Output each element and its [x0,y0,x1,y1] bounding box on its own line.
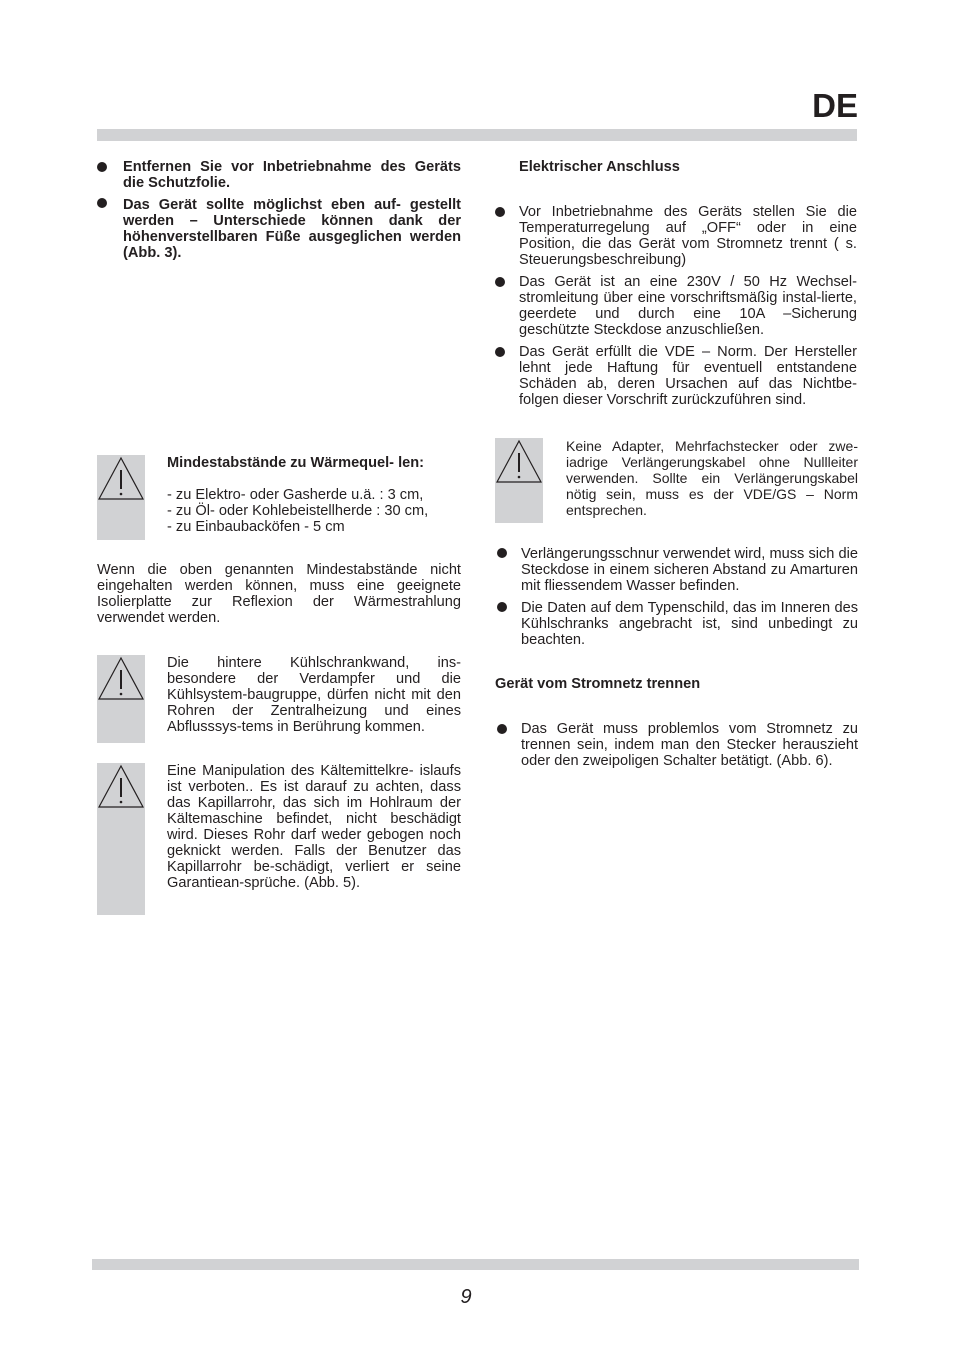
right-bullet-3: Das Gerät erfüllt die VDE – Norm. Der Hersteller lehnt jede Haftung für eventuell entstandene Schäden ab, deren Ursachen auf das Nichtbe-folgen dieser Vorschrift zurückzuführen sind. [519,344,857,408]
bullet-icon [497,548,507,558]
warning-marker [97,655,145,743]
language-code: DE [812,87,858,124]
header-divider [97,129,857,141]
footer-divider [92,1259,859,1270]
right-warning-text: Keine Adapter, Mehrfachstecker oder zwe-iadrige Verlängerungskabel ohne Nullleiter verwenden. Sollte ein Verlängerungskabel nötig sein, muss es der VDE/GS – Norm entsprechen. [566,438,858,518]
bullet-icon [495,277,505,287]
bullet-icon [495,207,505,217]
bullet-icon [497,724,507,734]
warning-triangle-icon [97,455,145,503]
left-bullet-2: Das Gerät sollte möglichst eben auf- gestellt werden – Unterschiede können dank der höhenverstellbaren Füße ausgeglichen werden (Abb. 3). [123,197,461,261]
bullet-icon [497,602,507,612]
right-bullet-2: Das Gerät ist an eine 230V / 50 Hz Wechsel-stromleitung über eine vorschriftsmäßig instal-lierte, geerdete und durch eine 10A –Sicherung geschützte Steckdose anzuschließen. [519,274,857,338]
right-bullet-1: Vor Inbetriebnahme des Geräts stellen Sie die Temperaturregelung auf „OFF“ oder in eine Position, die das Gerät vom Stromnetz trennt ( s. Steuerungsbeschreibung) [519,204,857,268]
warning-marker [97,455,145,540]
warning1-title: Mindestabstände zu Wärmequel- len: [167,455,425,471]
left-bullet-1: Entfernen Sie vor Inbetriebnahme des Geräts die Schutzfolie. [123,159,461,191]
right-bullet-4: Verlängerungsschnur verwendet wird, muss sich die Steckdose in einem sicheren Abstand zu Amarturen mit fliessendem Wasser befinden. [521,546,858,594]
warning1-line: - zu Elektro- oder Gasherde u.ä. : 3 cm, [167,487,424,503]
warning2-text: Die hintere Kühlschrankwand, ins- besondere der Verdampfer und die Kühlsystem-baugruppe, dürfen nicht mit den Rohren der Zentralheizung und eines Abflusssys-tems in Berührung kommen. [167,655,461,735]
warning1-line: - zu Öl- oder Kohlebeistellherde : 30 cm, [167,503,429,519]
bullet-icon [97,198,107,208]
bullet-icon [495,347,505,357]
warning-triangle-icon [97,655,145,703]
warning1-line: - zu Einbaubacköfen - 5 cm [167,519,345,535]
warning-triangle-icon [495,438,543,486]
warning-triangle-icon [97,763,145,811]
warning-marker [97,763,145,915]
page-number: 9 [460,1286,472,1308]
isolation-paragraph: Wenn die oben genannten Mindestabstände nicht eingehalten werden können, muss eine geeignete Isolierplatte zur Reflexion der Wärmestrahlung verwendet werden. [97,562,461,626]
right-bullet-5: Die Daten auf dem Typenschild, das im Inneren des Kühlschranks angebracht ist, sind unbedingt zu beachten. [521,600,858,648]
warning-marker [495,438,543,523]
section-title-elektrischer-anschluss: Elektrischer Anschluss [519,159,680,175]
section-title-stromnetz-trennen: Gerät vom Stromnetz trennen [495,676,701,692]
right-bullet-6: Das Gerät muss problemlos vom Stromnetz zu trennen sein, indem man den Stecker herauszieht oder den zweipoligen Schalter betätigt. (Abb. 6). [521,721,858,769]
bullet-icon [97,162,107,172]
warning3-text: Eine Manipulation des Kältemittelkre- islaufs ist verboten.. Es ist darauf zu achten, dass das Kapillarrohr, das sich im Hohlraum der Kältemaschine befindet, nicht beschädigt wird. Dieses Rohr darf weder gebogen noch geknickt werden. Falls der Benutzer das Kapillarrohr be-schädigt, verliert er seine Garantiean-sprüche. (Abb. 5). [167,763,461,891]
